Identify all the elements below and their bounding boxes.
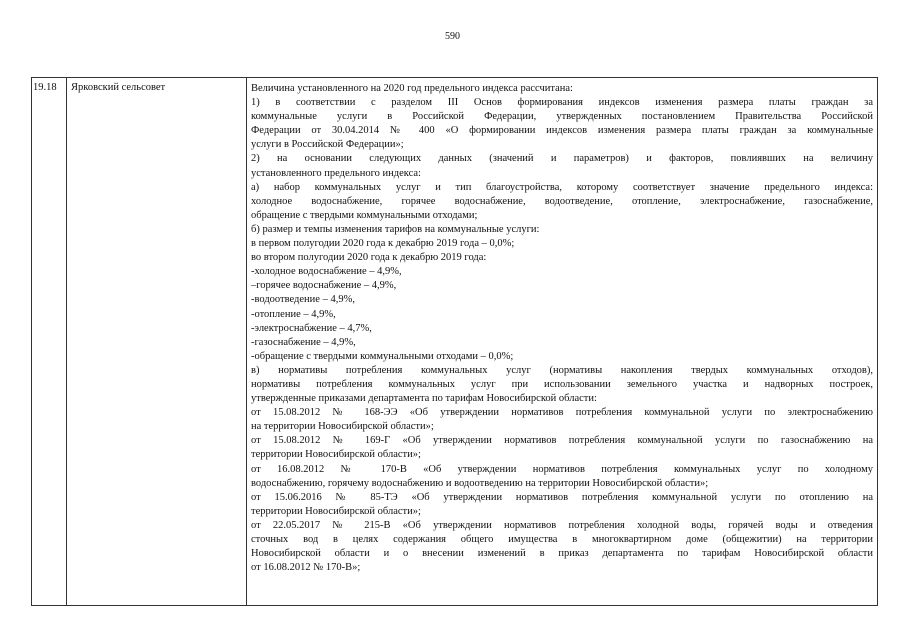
document-table [31,77,878,606]
column-divider [246,78,247,605]
text-line: 2) на основании следующих данных (значений и параметров) и факторов, повлиявших на величину [251,153,873,165]
text-line: а) набор коммунальных услуг и тип благоустройства, которому соответствует значение предельного индекса: [251,181,873,193]
text-line: -газоснабжение – 4,9%, [251,336,356,348]
text-line: водоснабжению, горячему водоснабжению и водоотведению на территории Новосибирской области»; [251,477,709,489]
text-line: сточных вод в целях содержания общего имущества в многоквартирном доме (общежитии) на территории [251,534,873,545]
text-line: -холодное водоснабжение – 4,9%, [251,266,402,278]
column-divider [66,78,67,605]
text-line: нормативы потребления коммунальных услуг при использовании земельного участка и надворных построек, [251,378,873,390]
text-line: утвержденные приказами департамента по тарифам Новосибирской области: [251,393,597,405]
text-line: -водоотведение – 4,9%, [251,294,355,306]
text-line: Величина установленного на 2020 год предельного индекса рассчитана: [251,83,573,94]
text-line: -электроснабжение – 4,7%, [251,322,372,334]
text-line: холодное водоснабжение, горячее водоснабжение, водоотведение, отопление, электроснабжение, газоснабжение, [251,195,873,207]
text-line: Новосибирской области и о внесении изменений в приказ департамента по тарифам Новосибирской области [251,548,873,560]
text-line: во втором полугодии 2020 года к декабрю 2019 года: [251,252,487,264]
text-line: от 15.06.2016 № 85-ТЭ «Об утверждении нормативов потребления коммунальной услуги по отоплению на [251,491,873,503]
page-number: 590 [445,31,460,42]
text-line: Федерации от 30.04.2014 № 400 «О формировании индексов изменения размера платы граждан за коммунальные [251,125,873,137]
text-line: территории Новосибирской области»; [251,505,421,517]
description-cell [251,82,873,575]
text-line: от 15.08.2012 № 168-ЭЭ «Об утверждении нормативов потребления коммунальной услуги по электроснабжению [251,407,873,419]
text-line: –горячее водоснабжение – 4,9%, [251,280,397,292]
text-line: в) нормативы потребления коммунальных услуг (нормативы накопления твердых коммунальных отходов), [251,364,873,376]
text-line: территории Новосибирской области»; [251,449,421,461]
text-line: б) размер и темпы изменения тарифов на коммунальные услуги: [251,223,540,235]
text-line: -отопление – 4,9%, [251,308,336,320]
text-line: установленного предельного индекса: [251,167,421,179]
text-line: в первом полугодии 2020 года к декабрю 2019 года – 0,0%; [251,238,515,250]
text-line: от 22.05.2017 № 215-В «Об утверждении нормативов потребления холодной воды, горячей воды и отведения [251,519,873,531]
text-line: на территории Новосибирской области»; [251,421,434,433]
text-line: 1) в соответствии с разделом III Основ формирования индексов изменения размера платы граждан за [251,97,873,109]
text-line: коммунальные услуги в Российской Федерации, утвержденных постановлением Правительства Российской [251,111,873,123]
text-line: обращение с твердыми коммунальными отходами; [251,209,478,221]
text-line: от 16.08.2012 № 170-В «Об утверждении нормативов потребления коммунальных услуг по холодному [251,463,873,475]
row-number-cell: 19.18 [33,82,57,93]
text-line: от 16.08.2012 № 170-В»; [251,562,361,574]
text-line: от 15.08.2012 № 169-Г «Об утверждении нормативов потребления коммунальной услуги по газоснабжению на [251,435,873,447]
municipality-name-cell: Ярковский сельсовет [71,82,166,93]
text-line: -обращение с твердыми коммунальными отходами – 0,0%; [251,350,514,362]
text-line: услуги в Российской Федерации»; [251,139,404,151]
